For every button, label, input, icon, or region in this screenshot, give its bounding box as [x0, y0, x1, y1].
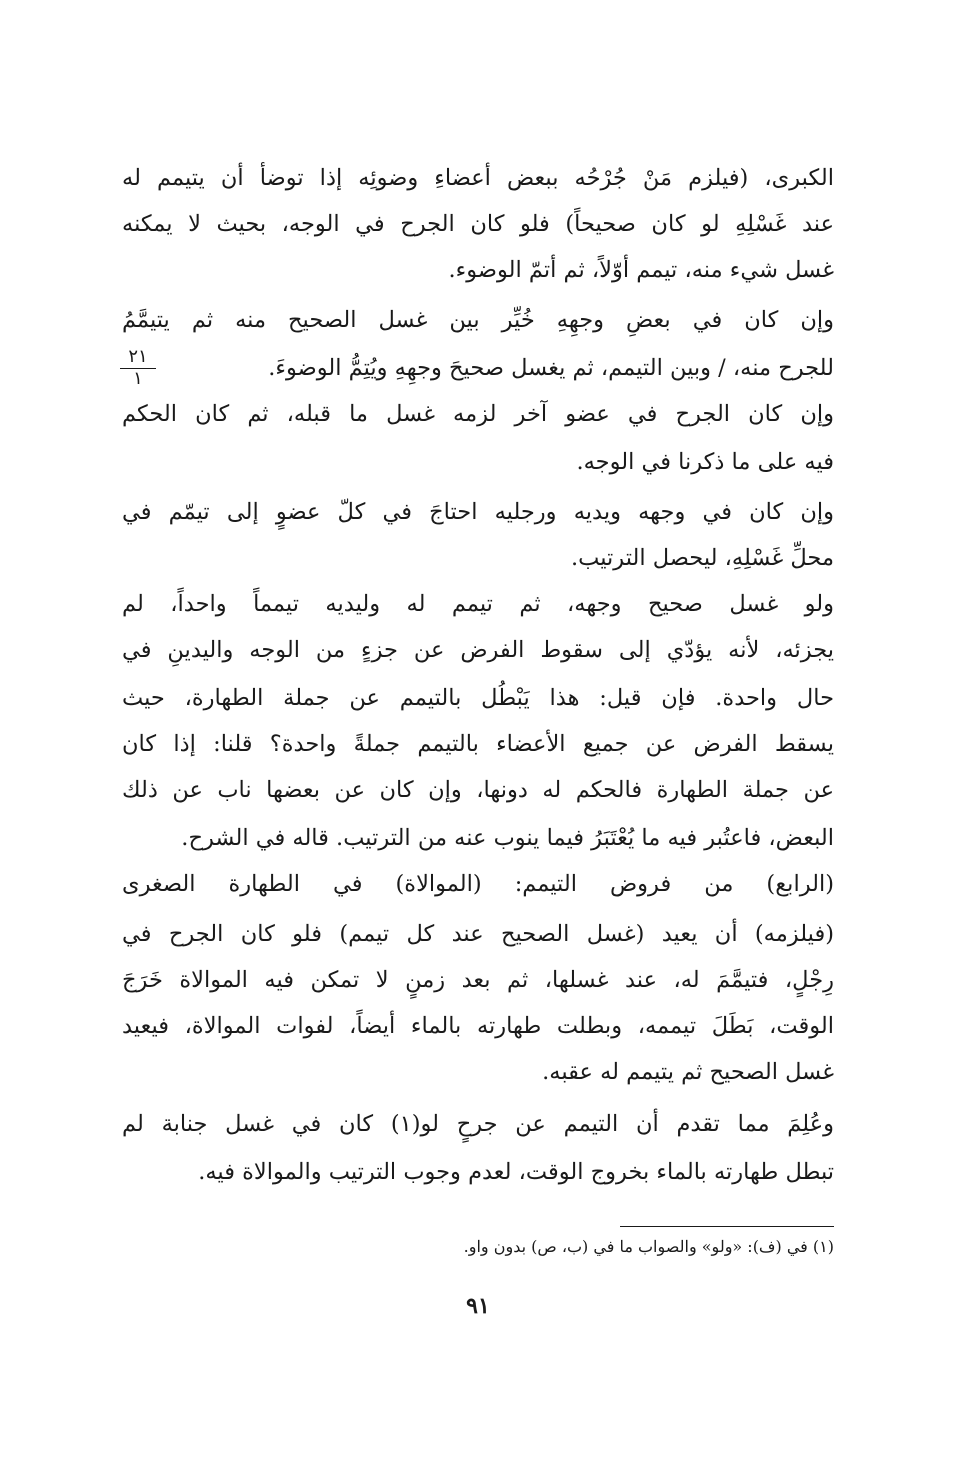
text-line-5: للجرح منه، / وبين التيمم، ثم يغسل صحيحَ وجهِهِ ويُتِمُّ الوضوءَ. — [268, 355, 834, 381]
page-number: ٩١ — [466, 1293, 490, 1319]
text-line-17: (فيلزمه) أن يعيد (غسل الصحيح عند كل تيمم) فلو كان الجرح في — [122, 921, 834, 947]
text-line-9: محلِّ غَسْلِهِ، ليحصل الترتيب. — [570, 545, 834, 571]
text-line-2: عند غَسْلِهِ لو كان صحيحاً) فلو كان الجرح في الوجه، بحيث لا يمكنه — [122, 211, 834, 237]
text-line-8: وإن كان في وجهه ويديه ورجليه احتاجَ في كلّ عضوٍ إلى تيمّم في — [122, 499, 834, 525]
footnote: (١) في (ف): «ولو» والصواب ما في (ب، ص) بدون واو. — [463, 1237, 834, 1256]
text-line-13: يسقط الفرض عن جميع الأعضاء بالتيمم جملةً واحدة؟ قلنا: إذا كان — [122, 731, 834, 757]
text-line-10: ولو غسل صحيح وجهه، ثم تيمم له وليديه تيمماً واحداً، لم — [122, 591, 834, 617]
text-line-7: فيه على ما ذكرنا في الوجه. — [576, 449, 834, 475]
manuscript-folio-marker — [120, 347, 156, 389]
text-line-19: الوقت، بَطَلَ تيممه، وبطلت طهارته بالماء أيضاً، لفوات الموالاة، فيعيد — [122, 1013, 834, 1039]
text-line-16: (الرابع) من فروض التيمم: (الموالاة) في الطهارة الصغرى — [122, 871, 834, 897]
folio-marker-number: ٢١ — [120, 347, 156, 369]
text-line-22: تبطل طهارته بالماء بخروج الوقت، لعدم وجوب الترتيب والموالاة فيه. — [198, 1159, 834, 1185]
footnote-separator — [620, 1226, 834, 1227]
text-line-15: البعض، فاعتُبر فيه ما يُعْتَبَرُ فيما ينوب عنه من الترتيب. قاله في الشرح. — [181, 825, 834, 851]
text-line-18: رِجْلٍ، فتيمَّمَ له، عند غسلها، ثم بعد زمنٍ لا تمكن فيه الموالاة خَرَجَ — [122, 967, 834, 993]
folio-marker-side: ١ — [133, 368, 143, 389]
text-line-21: وعُلِمَ مما تقدم أن التيمم عن جرحٍ لو(١) كان في غسل جنابة لم — [122, 1111, 834, 1137]
text-line-20: غسل الصحيح ثم يتيمم له عقبه. — [542, 1059, 834, 1085]
text-line-11: يجزئه، لأنه يؤدّي إلى سقوط الفرض عن جزءٍ من الوجه واليدينِ في — [122, 637, 834, 663]
text-line-3: غسل شيء منه، تيمم أوّلاً، ثم أتمّ الوضوء. — [448, 257, 834, 283]
text-line-6: وإن كان الجرح في عضو آخر لزمه غسل ما قبله، ثم كان الحكم — [122, 401, 834, 427]
text-line-4: وإن كان في بعضِ وجهِهِ خُيِّر بين غسل الصحيح منه ثم يتيمَّمُ — [122, 307, 834, 333]
text-line-14: عن جملة الطهارة فالحكم له دونها، وإن كان عن بعضها ناب عن ذلك — [122, 777, 834, 803]
text-line-1: الكبرى، (فيلزم مَنْ جُرْحُه ببعض أعضاءِ وضوئِه إذا توضأ أن يتيمم له — [122, 165, 834, 191]
text-line-12: حال واحدة. فإن قيل: هذا يَبْطُل بالتيمم عن جملة الطهارة، حيث — [122, 685, 834, 711]
